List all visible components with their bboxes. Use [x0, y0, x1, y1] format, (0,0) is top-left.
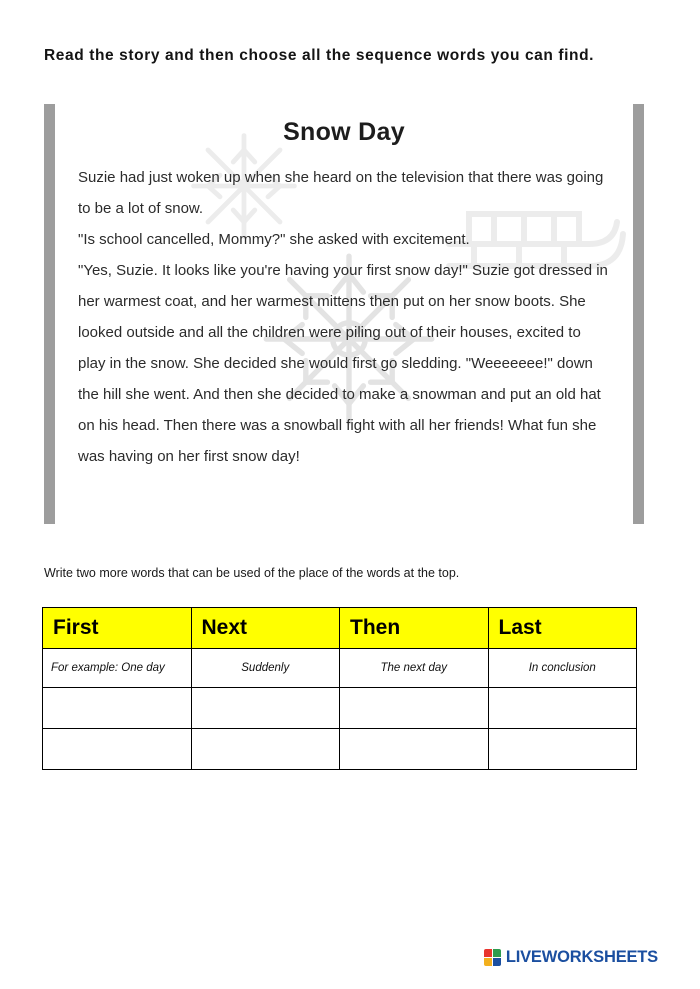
answer-cell-then-2[interactable] [340, 729, 489, 770]
example-cell-last: In conclusion [488, 649, 637, 688]
example-cell-next: Suddenly [191, 649, 340, 688]
decorative-left-bar [44, 104, 55, 524]
liveworksheets-logo-icon [484, 949, 501, 966]
story-paragraph-2: "Is school cancelled, Mommy?" she asked with excitement. [78, 231, 470, 248]
footer-brand [484, 948, 658, 967]
example-cell-then: The next day [340, 649, 489, 688]
answer-cell-first-2[interactable] [43, 729, 192, 770]
story-text [78, 162, 612, 472]
table-row [43, 649, 637, 688]
brand-name: LIVEWORKSHEETS [505, 948, 658, 966]
page-title: Read the story and then choose all the sequence words you can find. [44, 47, 595, 64]
column-header-then: Then [340, 608, 489, 649]
answer-cell-next-2[interactable] [191, 729, 340, 770]
decorative-right-bar [633, 104, 644, 524]
sub-instruction: Write two more words that can be used of the place of the words at the top. [44, 566, 460, 580]
story-title: Snow Day [283, 118, 405, 146]
answer-cell-last-2[interactable] [488, 729, 637, 770]
column-header-next: Next [191, 608, 340, 649]
story-passage-box [44, 104, 644, 524]
column-header-first: First [43, 608, 192, 649]
column-header-last: Last [488, 608, 637, 649]
story-paragraph-1: Suzie had just woken up when she heard on the television that there was going to be a lot of snow. [78, 169, 604, 217]
logo-square-1 [484, 949, 492, 957]
answer-cell-last-1[interactable] [488, 688, 637, 729]
table-header-row [43, 608, 637, 649]
logo-square-2 [493, 949, 501, 957]
example-cell-first: For example: One day [43, 649, 192, 688]
answer-cell-then-1[interactable] [340, 688, 489, 729]
story-paragraph-3: "Yes, Suzie. It looks like you're having your first snow day!" Suzie got dressed in her warmest coat, and her warmest mittens then put on her snow boots. She looked outside and all the children were piling out of their houses, excited to play in the snow. She decided she would first go sledding. "Weeeeeee!" down the hill she went. And then she decided to make a snowman and put an old hat on his head. Then there was a snowball fight with all her friends! What fun she was having on her first snow day! [78, 262, 608, 465]
sequence-words-table-wrapper [42, 607, 656, 770]
logo-square-4 [493, 958, 501, 966]
answer-cell-first-1[interactable] [43, 688, 192, 729]
logo-square-3 [484, 958, 492, 966]
sequence-words-table [42, 607, 637, 770]
answer-cell-next-1[interactable] [191, 688, 340, 729]
table-row [43, 688, 637, 729]
table-row [43, 729, 637, 770]
